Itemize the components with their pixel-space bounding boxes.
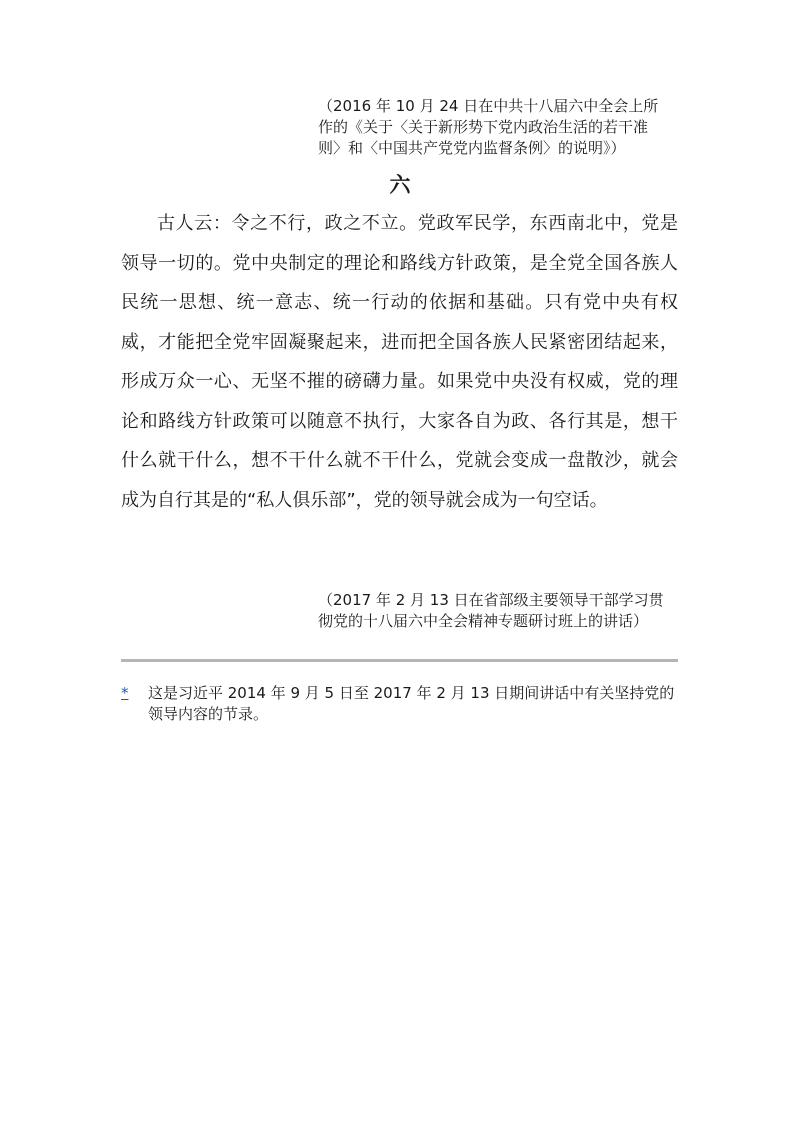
- source-note-top: （2016 年 10 月 24 日在中共十八届六中全会上所作的《关于〈关于新形势下党内政治生活的若干准则〉和〈中国共产党党内监督条例〉的说明》）: [318, 97, 659, 157]
- footnote-text: 这是习近平 2014 年 9 月 5 日至 2017 年 2 月 13 日期间讲话中有关坚持党的领导内容的节录。: [148, 684, 675, 723]
- footnote-marker-link[interactable]: *: [121, 684, 129, 702]
- footnote-divider: [121, 659, 678, 662]
- body-paragraph: 古人云：令之不行，政之不立。党政军民学，东西南北中，党是领导一切的。党中央制定的理论和路线方针政策，是全党全国各族人民统一思想、统一意志、统一行动的依据和基础。只有党中央有权威，才能把全党牢固凝聚起来，进而把全国各族人民紧密团结起来，形成万众一心、无坚不摧的磅礴力量。如果党中央没有权威，党的理论和路线方针政策可以随意不执行，大家各自为政、各行其是，想干什么就干什么，想不干什么就不干什么，党就会变成一盘散沙，就会成为自行其是的“私人俱乐部”，党的领导就会成为一句空话。: [121, 213, 678, 511]
- footnote: [121, 683, 678, 725]
- source-note-bottom: （2017 年 2 月 13 日在省部级主要领导干部学习贯彻党的十八届六中全会精神专题研讨班上的讲话）: [318, 591, 664, 630]
- section-heading: 六: [389, 173, 411, 197]
